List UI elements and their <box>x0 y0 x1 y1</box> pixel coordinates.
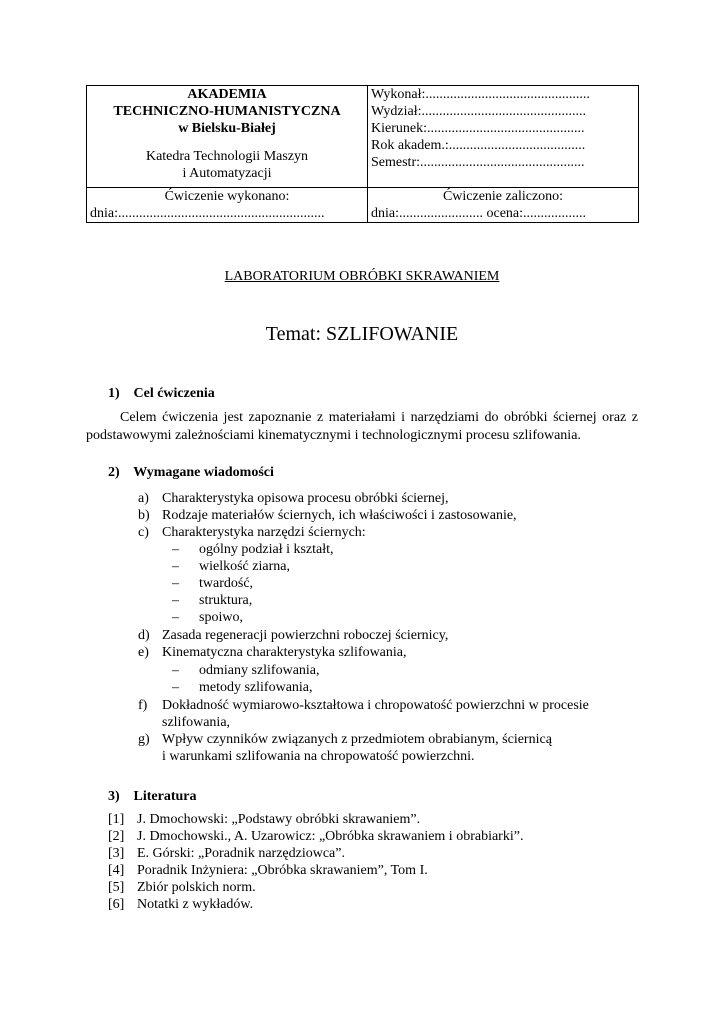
field-wydzial: Wydział:............................................... <box>371 104 586 119</box>
section-2-title: Wymagane wiadomości <box>133 465 274 480</box>
section-3-heading <box>108 789 196 805</box>
section-1-number: 1) <box>108 386 120 401</box>
section-1-title: Cel ćwiczenia <box>133 386 215 401</box>
passed-date: dnia:........................ ocena:.................. <box>371 206 587 221</box>
section-1-text: Celem ćwiczenia jest zapoznanie z materiałami i narzędziami do obróbki ściernej oraz z podstawowymi zależnościami kinematycznymi i technologicznymi procesu szlifowania. <box>86 410 638 443</box>
department-line-2: i Automatyzacji <box>182 166 272 181</box>
header-table <box>86 85 639 223</box>
institution-cell <box>87 86 368 188</box>
field-kierunek: Kierunek:............................................. <box>371 121 585 136</box>
section-2-number: 2) <box>108 465 120 480</box>
field-rok-akadem: Rok akadem.:....................................... <box>371 138 586 153</box>
topic-title: Temat: SZLIFOWANIE <box>265 323 459 345</box>
student-fields-cell <box>368 86 639 188</box>
field-wykonal: Wykonał:............................................... <box>371 87 590 102</box>
section-2-heading <box>108 465 274 481</box>
field-semestr: Semestr:............................................... <box>371 155 585 170</box>
institution-line-2: TECHNICZNO-HUMANISTYCZNA <box>113 104 341 119</box>
performed-date: dnia:........................................................... <box>90 206 325 221</box>
section-3-title: Literatura <box>133 789 197 804</box>
passed-cell <box>368 188 639 223</box>
performed-cell <box>87 188 368 223</box>
section-3-number: 3) <box>108 789 120 804</box>
department-line-1: Katedra Technologii Maszyn <box>145 149 309 164</box>
institution-line-3: w Bielsku-Białej <box>178 121 276 136</box>
lab-title: LABORATORIUM OBRÓBKI SKRAWANIEM <box>224 269 500 284</box>
document-page: AKADEMIA TECHNICZNO-HUMANISTYCZNA w Bielsku-Białej Katedra Technologii Maszyn i Automatyzacji Wykonał:............................................... Wydział:............................................... Kierunek:............................................. Rok akadem.:....................................... Semestr:............................................... Ćwiczenie wykonano: dnia:........................................................... Ćwiczenie zaliczono: dnia:........................ ocena:.................. LABORATORIUM OBRÓBKI SKRAWANIEM Temat: SZLIFOWANIE 1) Cel ćwiczenia Celem ćwiczenia jest zapoznanie z materiałami i narzędziami do obróbki ściernej oraz z podstawowymi zależnościami kinematycznymi i technologicznymi procesu szlifowania. 2) Wymagane wiadomości a) Charakterystyka opisowa procesu obróbki ściernej, b) Rodzaje materiałów ściernych, ich właściwości i zastosowanie, c) Charakterystyka narzędzi ściernych: – ogólny podział i kształt, – wielkość ziarna, – twardość, – struktura, – spoiwo, d) Zasada regeneracji powierzchni roboczej ściernicy, e) Kinematyczna charakterystyka szlifowania, – odmiany szlifowania, – metody szlifowania, f) Dokładność wymiarowo-kształtowa i chropowatość powierzchni w procesie szlifowania, g) Wpływ czynników związanych z przedmiotem obrabianym, ściernicą i warunkami szlifowania na chropowatość powierzchni. 3) Literatura [1] J. Dmochowski: „Podstawy obróbki skrawaniem”. [2] J. Dmochowski., A. Uzarowicz: „Obróbka skrawaniem i obrabiarki”. [3] E. Górski: „Poradnik narzędziowca”. [4] Poradnik Inżyniera: „Obróbka skrawaniem”, Tom I. [5] Zbiór polskich norm. [6] Notatki z wykładów. <box>0 0 724 1024</box>
section-1-heading <box>108 386 215 402</box>
institution-line-1: AKADEMIA <box>187 87 267 102</box>
passed-label: Ćwiczenie zaliczono: <box>442 189 564 204</box>
performed-label: Ćwiczenie wykonano: <box>164 189 290 204</box>
